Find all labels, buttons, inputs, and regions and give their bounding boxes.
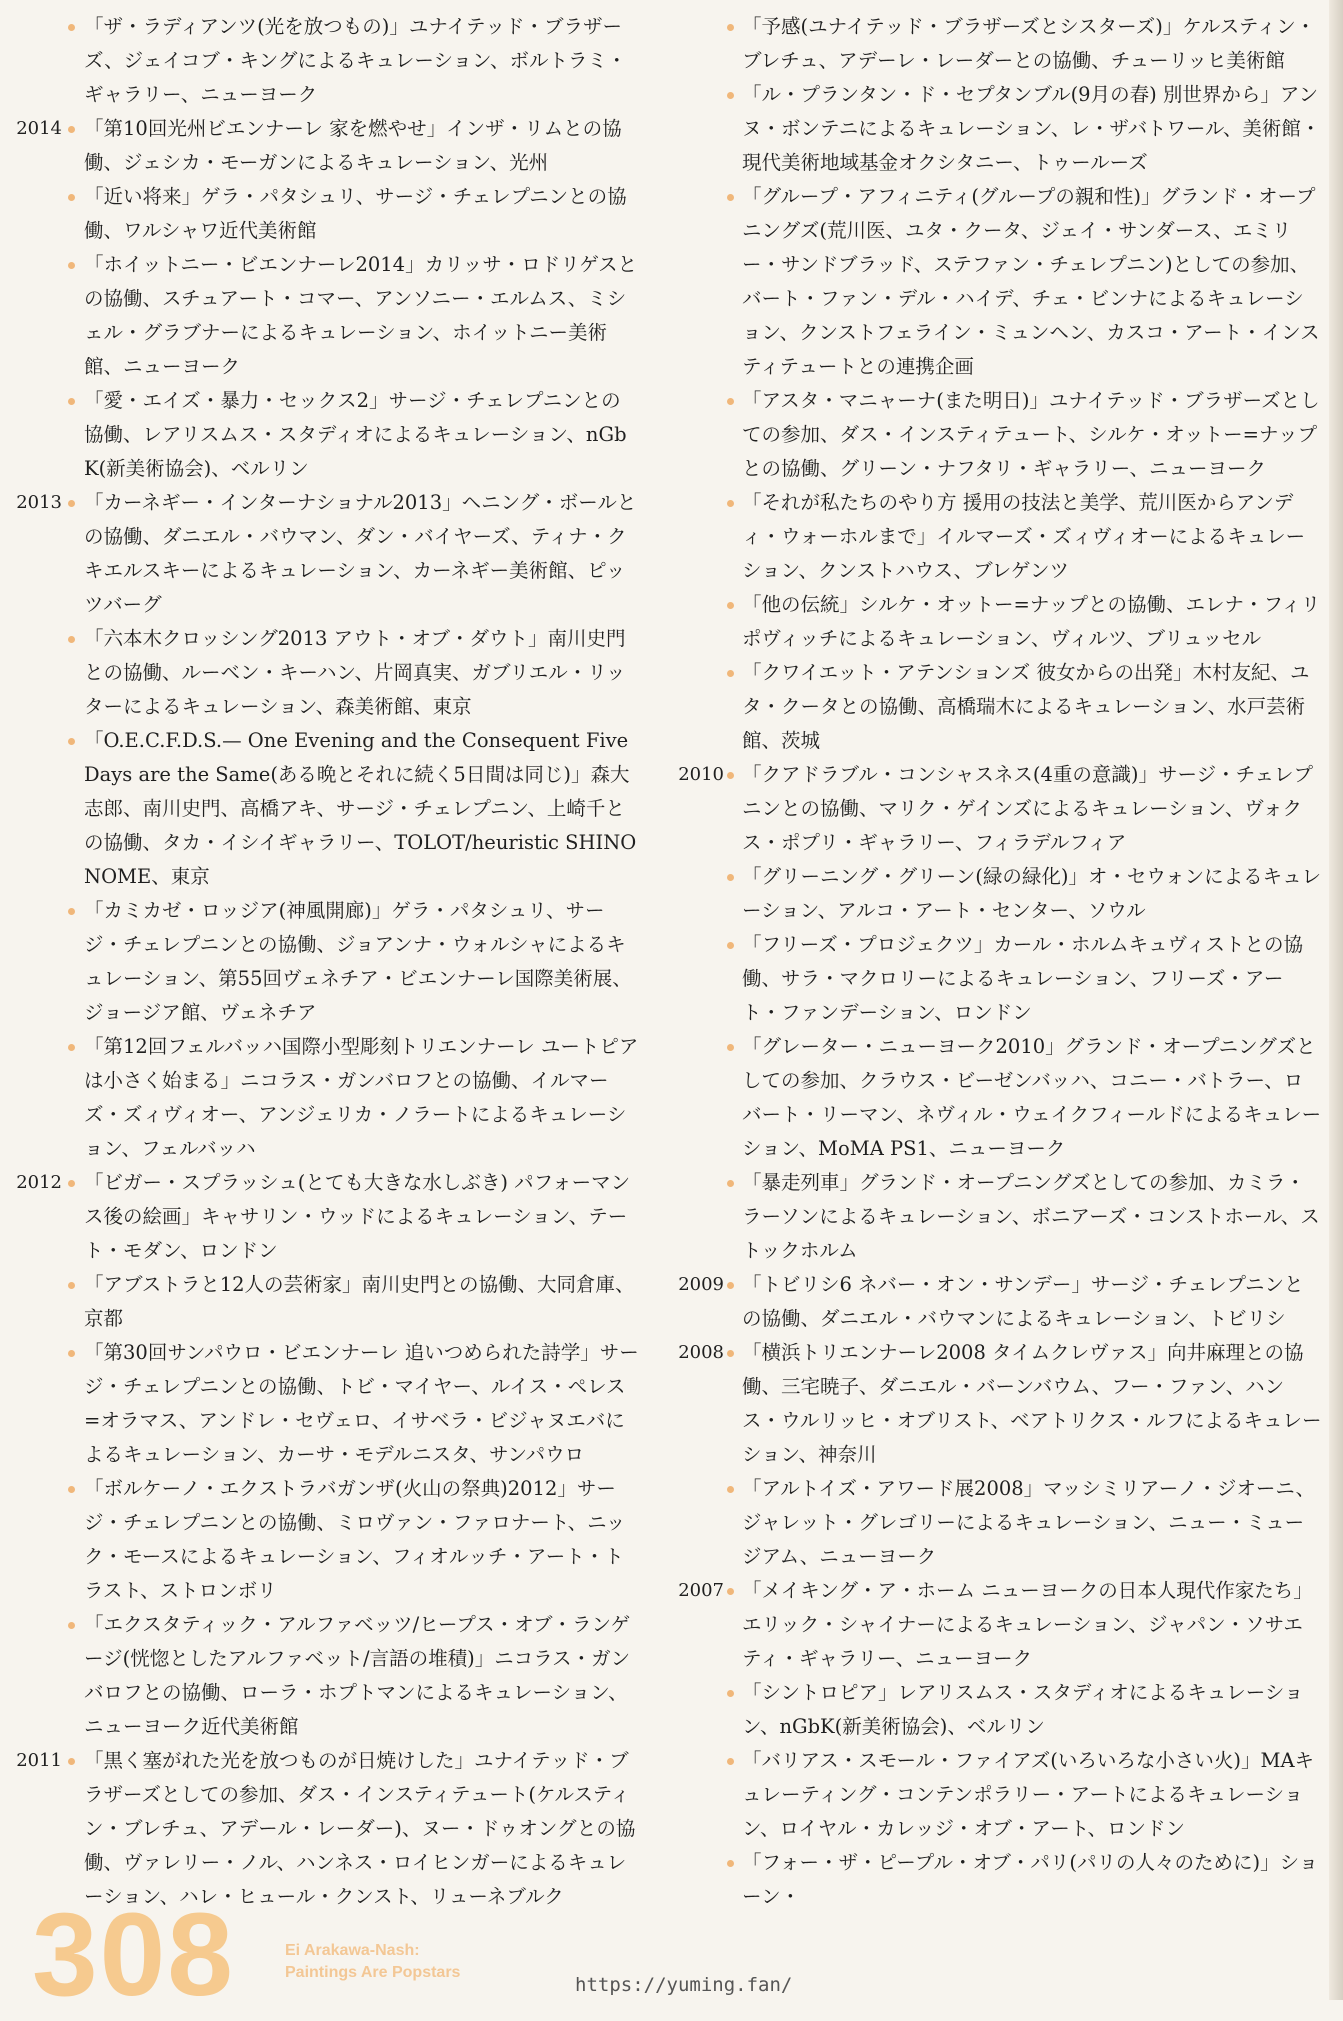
entry-text: 「アブストラと12人の芸術家」南川史門との協働、大同倉庫、京都 — [84, 1273, 635, 1330]
entry-year: 2014 — [16, 118, 62, 139]
bullet-icon — [727, 942, 734, 949]
bullet-icon — [727, 398, 734, 405]
entry-text: 「第10回光州ビエンナーレ 家を燃やせ」インザ・リムとの協働、ジェシカ・モーガンによるキュレーション、光州 — [84, 117, 622, 174]
right-column — [672, 10, 1322, 1914]
entry-text: 「クアドラブル・コンシャスネス(4重の意識)」サージ・チェレプニンとの協働、マリク・ゲインズによるキュレーション、ヴォクス・ポプリ・ギャラリー、フィラデルフィア — [742, 763, 1313, 854]
entry-text: 「ル・プランタン・ド・セプタンブル(9月の春) 別世界から」アンヌ・ボンテニによるキュレーション、レ・ザバトワール、美術館・現代美術地域基金オクシタニー、トゥールーズ — [742, 83, 1321, 174]
entry-text: 「第30回サンパウロ・ビエンナーレ 追いつめられた詩学」サージ・チェレプニンとの協働、トビ・マイヤー、ルイス・ペレス=オラマス、アンドレ・セヴェロ、イサベラ・ビジャヌエバによるキュレーション、カーサ・モデルニスタ、サンパウロ — [84, 1341, 639, 1466]
bullet-icon — [727, 1350, 734, 1357]
bullet-icon — [727, 194, 734, 201]
entry — [672, 384, 1322, 486]
bullet-icon — [727, 772, 734, 779]
entry — [672, 10, 1322, 78]
book-gutter-shadow — [1329, 0, 1343, 2000]
bullet-icon — [68, 24, 75, 31]
entry-text: 「第12回フェルバッハ国際小型彫刻トリエンナーレ ユートピアは小さく始まる」ニコラス・ガンバロフとの協働、イルマーズ・ズィヴィオー、アンジェリカ・ノラートによるキュレーション、フェルバッハ — [84, 1035, 639, 1160]
running-title-line2: Paintings Are Popstars — [285, 1964, 461, 1981]
entry — [672, 1744, 1322, 1846]
entry-text: 「暴走列車」グランド・オープニングズとしての参加、カミラ・ラーソンによるキュレーション、ボニアーズ・コンストホール、ストックホルム — [742, 1171, 1320, 1262]
entry — [672, 1846, 1322, 1914]
entry — [0, 1030, 640, 1166]
entry — [0, 112, 640, 180]
entry-text: 「ホイットニー・ビエンナーレ2014」カリッサ・ロドリゲスとの協働、スチュアート・コマー、アンソニー・エルムス、ミシェル・グラブナーによるキュレーション、ホイットニー美術館、ニューヨーク — [84, 253, 638, 378]
entry-text: 「アルトイズ・アワード展2008」マッシミリアーノ・ジオーニ、ジャレット・グレゴリーによるキュレーション、ニュー・ミュージアム、ニューヨーク — [742, 1477, 1316, 1568]
entry-text: 「エクスタティック・アルファベッツ/ヒープス・オブ・ランゲージ(恍惚としたアルファベット/言語の堆積)」ニコラス・ガンバロフとの協働、ローラ・ホプトマンによるキュレーション、ニューヨーク近代美術館 — [84, 1613, 631, 1738]
entry-text: 「グループ・アフィニティ(グループの親和性)」グランド・オープニングズ(荒川医、ユタ・クータ、ジェイ・サンダース、エミリー・サンドブラッド、ステファン・チェレプニン)としての参加、バート・ファン・デル・ハイデ、チェ・ビンナによるキュレーション、クンストフェライン・ミュンヘン、カスコ・アート・インスティテュートとの連携企画 — [742, 185, 1320, 378]
watermark-url: https://yuming.fan/ — [575, 1974, 793, 1996]
entry-text: 「アスタ・マニャーナ(また明日)」ユナイテッド・ブラザーズとしての参加、ダス・インスティテュート、シルケ・オットー=ナップとの協働、グリーン・ナフタリ・ギャラリー、ニューヨーク — [742, 389, 1320, 480]
entry-year: 2013 — [16, 492, 62, 513]
entry — [0, 486, 640, 622]
entry-text: 「シントロピア」レアリスムス・スタディオによるキュレーション、nGbK(新美術協会)、ベルリン — [742, 1681, 1304, 1738]
entry — [672, 1472, 1322, 1574]
entry-text: 「六本木クロッシング2013 アウト・オブ・ダウト」南川史門との協働、ルーベン・キーハン、片岡真実、ガブリエル・リッターによるキュレーション、森美術館、東京 — [84, 627, 626, 718]
bullet-icon — [727, 1758, 734, 1765]
entry — [672, 180, 1322, 384]
bullet-icon — [727, 500, 734, 507]
entry-year: 2010 — [678, 764, 724, 785]
entry-text: 「フリーズ・プロジェクツ」カール・ホルムキュヴィストとの協働、サラ・マクロリーによるキュレーション、フリーズ・アート・ファンデーション、ロンドン — [742, 933, 1304, 1024]
entry — [0, 1336, 640, 1472]
entry-year: 2012 — [16, 1172, 62, 1193]
bullet-icon — [68, 398, 75, 405]
entry-text: 「ボルケーノ・エクストラバガンザ(火山の祭典)2012」サージ・チェレプニンとの協働、ミロヴァン・ファロナート、ニック・モースによるキュレーション、フィオルッチ・アート・トラスト、ストロンボリ — [84, 1477, 626, 1602]
bullet-icon — [727, 92, 734, 99]
entry — [0, 1608, 640, 1744]
bullet-icon — [727, 670, 734, 677]
entry — [0, 384, 640, 486]
entry-text: 「トビリシ6 ネバー・オン・サンデー」サージ・チェレプニンとの協働、ダニエル・バウマンによるキュレーション、トビリシ — [742, 1273, 1304, 1330]
entry-text: 「O.E.C.F.D.S.— One Evening and the Consequent Five Days are the Same(ある晩とそれに続く5日間は同じ)」森大志郎、南川史門、高橋アキ、サージ・チェレプニン、上崎千との協働、タカ・イシイギャラリー、TOLOT/heuristic SHINONOME、東京 — [84, 729, 637, 888]
entry — [672, 588, 1322, 656]
bullet-icon — [68, 908, 75, 915]
entry-year: 2008 — [678, 1342, 724, 1363]
entry-text: 「グレーター・ニューヨーク2010」グランド・オープニングズとしての参加、クラウス・ビーゼンバッハ、コニー・バトラー、ロバート・リーマン、ネヴィル・ウェイクフィールドによるキュレーション、MoMA PS1、ニューヨーク — [742, 1035, 1322, 1160]
bullet-icon — [727, 24, 734, 31]
bullet-icon — [727, 1044, 734, 1051]
bullet-icon — [727, 602, 734, 609]
bullet-icon — [727, 874, 734, 881]
entry-text: 「予感(ユナイテッド・ブラザーズとシスターズ)」ケルスティン・ブレチュ、アデーレ・レーダーとの協働、チューリッヒ美術館 — [742, 15, 1316, 72]
entry-text: 「カーネギー・インターナショナル2013」ヘニング・ボールとの協働、ダニエル・バウマン、ダン・バイヤーズ、ティナ・クキエルスキーによるキュレーション、カーネギー美術館、ピッツバーグ — [84, 491, 637, 616]
bullet-icon — [68, 1622, 75, 1629]
bullet-icon — [727, 1486, 734, 1493]
bullet-icon — [68, 1486, 75, 1493]
entry-text: 「フォー・ザ・ピープル・オブ・パリ(パリの人々のために)」ショーン・ — [742, 1851, 1319, 1908]
bullet-icon — [727, 1860, 734, 1867]
left-column — [0, 10, 640, 1914]
entry-text: 「近い将来」ゲラ・パタシュリ、サージ・チェレプニンとの協働、ワルシャワ近代美術館 — [84, 185, 627, 242]
entry — [672, 928, 1322, 1030]
entry — [0, 248, 640, 384]
entry — [672, 1030, 1322, 1166]
bullet-icon — [727, 1180, 734, 1187]
running-title-line1: Ei Arakawa-Nash: — [285, 1942, 420, 1959]
running-title — [285, 1940, 460, 1984]
bullet-icon — [68, 1282, 75, 1289]
entry-text: 「他の伝統」シルケ・オットー=ナップとの協働、エレナ・フィリポヴィッチによるキュレーション、ヴィルツ、ブリュッセル — [742, 593, 1321, 650]
entry-text: 「横浜トリエンナーレ2008 タイムクレヴァス」向井麻理との協働、三宅暁子、ダニエル・バーンバウム、フー・ファン、ハンス・ウルリッヒ・オブリスト、ベアトリクス・ルフによるキュレーション、神奈川 — [742, 1341, 1322, 1466]
entry — [672, 860, 1322, 928]
page-number: 308 — [32, 1889, 235, 2021]
entry — [672, 1268, 1322, 1336]
entry — [0, 1472, 640, 1608]
entry-text: 「メイキング・ア・ホーム ニューヨークの日本人現代作家たち」エリック・シャイナーによるキュレーション、ジャパン・ソサエティ・ギャラリー、ニューヨーク — [742, 1579, 1313, 1670]
entry — [672, 1166, 1322, 1268]
entry-text: 「クワイエット・アテンションズ 彼女からの出発」木村友紀、ユタ・クータとの協働、高橋瑞木によるキュレーション、水戸芸術館、茨城 — [742, 661, 1310, 752]
entry — [672, 1574, 1322, 1676]
entry-year: 2009 — [678, 1274, 724, 1295]
entry-text: 「カミカゼ・ロッジア(神風開廊)」ゲラ・パタシュリ、サージ・チェレプニンとの協働、ジョアンナ・ウォルシャによるキュレーション、第55回ヴェネチア・ビエンナーレ国際美術展、ジョージア館、ヴェネチア — [84, 899, 632, 1024]
bullet-icon — [68, 126, 75, 133]
entry — [672, 78, 1322, 180]
bullet-icon — [68, 636, 75, 643]
bullet-icon — [727, 1588, 734, 1595]
bullet-icon — [68, 194, 75, 201]
entry — [0, 1166, 640, 1268]
entry — [672, 656, 1322, 758]
bullet-icon — [68, 1180, 75, 1187]
entry — [0, 894, 640, 1030]
entry — [0, 10, 640, 112]
entry-text: 「ザ・ラディアンツ(光を放つもの)」ユナイテッド・ブラザーズ、ジェイコブ・キングによるキュレーション、ボルトラミ・ギャラリー、ニューヨーク — [84, 15, 627, 106]
entry-text: 「バリアス・スモール・ファイアズ(いろいろな小さい火)」MAキュレーティング・コンテンポラリー・アートによるキュレーション、ロイヤル・カレッジ・オブ・アート、ロンドン — [742, 1749, 1315, 1840]
bullet-icon — [727, 1690, 734, 1697]
entry — [672, 1336, 1322, 1472]
entry — [672, 1676, 1322, 1744]
bullet-icon — [68, 500, 75, 507]
bullet-icon — [68, 1350, 75, 1357]
entry-text: 「黒く塞がれた光を放つものが日焼けした」ユナイテッド・ブラザーズとしての参加、ダス・インスティテュート(ケルスティン・ブレチュ、アデール・レーダー)、ヌー・ドゥオングとの協働、ヴァレリー・ノル、ハンネス・ロイヒンガーによるキュレーション、ハレ・ヒュール・クンスト、リューネブルク — [84, 1749, 636, 1908]
entry-text: 「愛・エイズ・暴力・セックス2」サージ・チェレプニンとの協働、レアリスムス・スタディオによるキュレーション、nGbK(新美術協会)、ベルリン — [84, 389, 627, 480]
entry — [672, 758, 1322, 860]
entry — [0, 1268, 640, 1336]
entry — [672, 486, 1322, 588]
entry — [0, 622, 640, 724]
entry-text: 「グリーニング・グリーン(緑の緑化)」オ・セウォンによるキュレーション、アルコ・アート・センター、ソウル — [742, 865, 1322, 922]
bullet-icon — [68, 1758, 75, 1765]
bullet-icon — [727, 1282, 734, 1289]
entry-year: 2007 — [678, 1580, 724, 1601]
bullet-icon — [68, 262, 75, 269]
entry-text: 「それが私たちのやり方 援用の技法と美学、荒川医からアンディ・ウォーホルまで」イルマーズ・ズィヴィオーによるキュレーション、クンストハウス、ブレゲンツ — [742, 491, 1306, 582]
bullet-icon — [68, 1044, 75, 1051]
bullet-icon — [68, 738, 75, 745]
entry-text: 「ビガー・スプラッシュ(とても大きな水しぶき) パフォーマンス後の絵画」キャサリン・ウッドによるキュレーション、テート・モダン、ロンドン — [84, 1171, 631, 1262]
entry — [0, 180, 640, 248]
entry — [0, 724, 640, 894]
entry-year: 2011 — [16, 1750, 62, 1771]
